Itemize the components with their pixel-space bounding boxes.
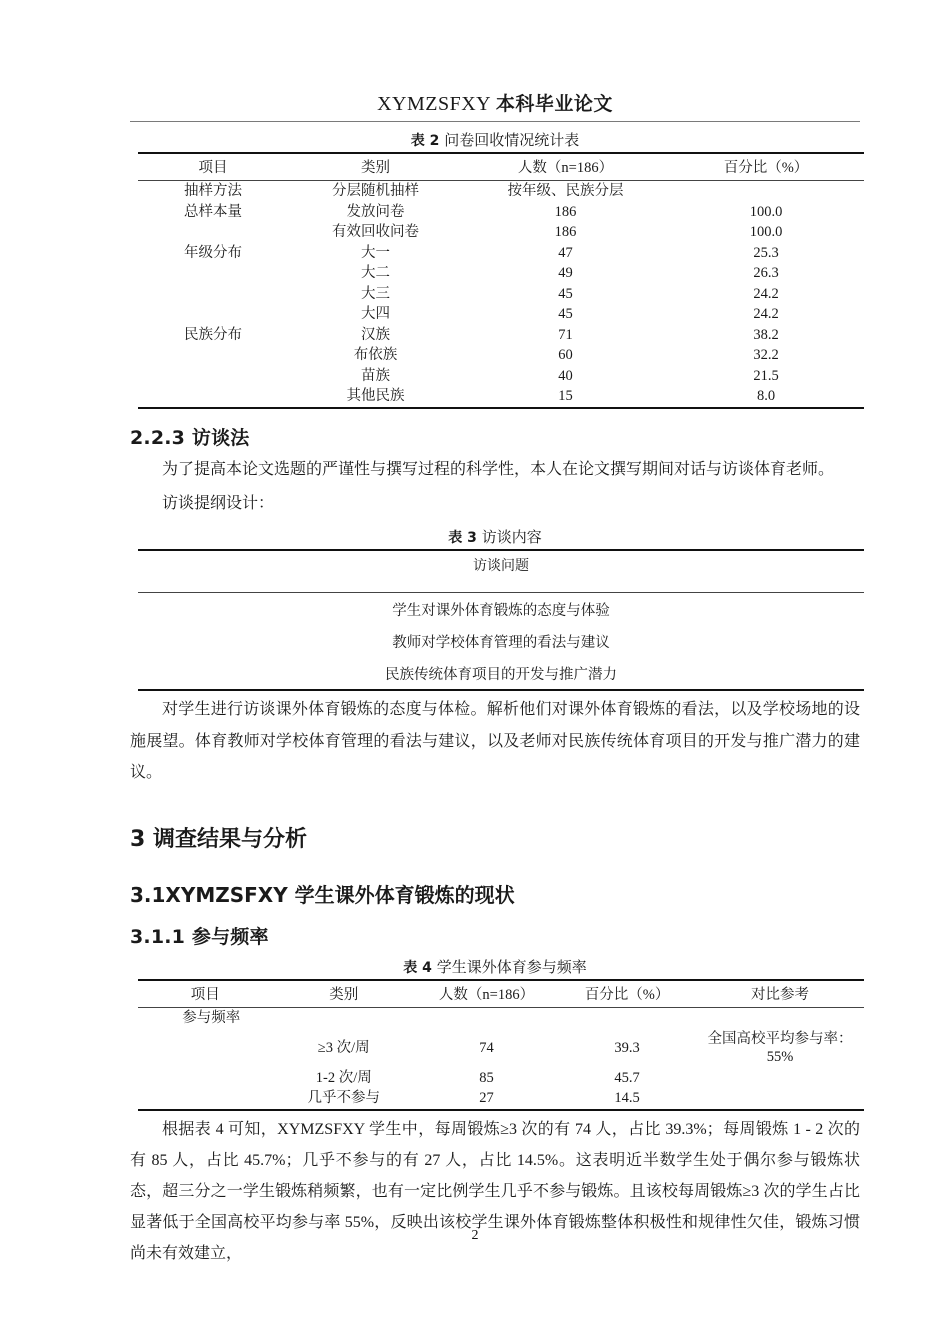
table-row	[138, 657, 864, 690]
cell-category: 大一	[361, 244, 390, 261]
cell-count: 186	[554, 224, 577, 241]
cell-count: 按年级、民族分层	[507, 183, 624, 199]
table4-header-item: 项目	[190, 986, 220, 1003]
table-row	[138, 181, 864, 202]
table-row	[138, 345, 864, 366]
cell-count: 85	[479, 1069, 494, 1086]
cell-count	[415, 1007, 558, 1028]
table2-header-category: 类别	[361, 160, 390, 176]
cell-item	[138, 284, 288, 305]
table-row	[138, 1088, 864, 1110]
cell-percent: 32.2	[753, 347, 779, 364]
cell-percent: 24.2	[753, 306, 779, 323]
table-row	[138, 243, 864, 264]
table2-header-percent: 百分比（%）	[723, 160, 809, 176]
cell-percent: 26.3	[753, 265, 779, 282]
cell-category	[273, 1007, 415, 1028]
paragraph-after-table3: 对学生进行访谈课外体育锻炼的态度与体检。解析他们对课外体育锻炼的看法，以及学校场地的设施展望。体育教师对学校体育管理的看法与建议，以及老师对民族传统体育项目的开发与推广潜力的建议。	[130, 701, 860, 781]
cell-category: 大四	[361, 306, 390, 323]
cell-count: 45	[558, 285, 573, 302]
cell-question: 民族传统体育项目的开发与推广潜力	[385, 666, 617, 683]
cell-item	[138, 222, 288, 243]
table-row	[138, 366, 864, 387]
heading-2-2-3: 2.2.3 访谈法	[130, 427, 250, 450]
table2-header-row	[138, 153, 864, 181]
cell-percent: 100.0	[749, 224, 783, 241]
table-row	[138, 386, 864, 408]
table3-caption-number: 表 3	[448, 530, 482, 547]
table2-body	[138, 181, 864, 409]
cell-reference: 全国高校平均参与率：55%	[707, 1030, 853, 1066]
cell-count: 60	[558, 347, 573, 364]
cell-count: 74	[479, 1039, 494, 1056]
table3-header-row	[138, 550, 864, 593]
table2-caption	[130, 129, 860, 150]
paragraph-223-1: 为了提高本论文选题的严谨性与撰写过程的科学性，本人在论文撰写期间对话与访谈体育老师。	[162, 461, 835, 479]
heading-3: 3 调查结果与分析	[130, 826, 307, 852]
cell-item	[138, 1088, 273, 1110]
heading-3-1-1: 3.1.1 参与频率	[130, 925, 269, 948]
cell-percent	[668, 181, 864, 202]
cell-category: 其他民族	[346, 388, 405, 405]
table4-caption-text: 学生课外体育参与频率	[436, 959, 587, 976]
cell-percent: 39.3	[614, 1039, 640, 1056]
cell-percent: 21.5	[753, 367, 779, 384]
table-row	[138, 1007, 864, 1028]
cell-category: 苗族	[361, 367, 390, 384]
table2-caption-number: 表 2	[410, 133, 445, 149]
cell-question: 学生对课外体育锻炼的态度与体验	[392, 602, 610, 619]
cell-item	[138, 1029, 273, 1068]
table2-header-item: 项目	[198, 160, 228, 176]
table3	[138, 549, 864, 691]
table4-header-category: 类别	[329, 986, 359, 1003]
table3-header-question: 访谈问题	[473, 559, 529, 575]
cell-category: 布依族	[353, 347, 398, 364]
table-row	[138, 284, 864, 305]
cell-item	[138, 366, 288, 387]
cell-category: ≥3 次/周	[317, 1039, 370, 1056]
running-header-cjk: 本科毕业论文	[495, 93, 613, 115]
cell-percent: 45.7	[614, 1069, 640, 1086]
table-row	[138, 1068, 864, 1089]
cell-percent: 38.2	[753, 326, 779, 343]
cell-percent	[558, 1007, 696, 1028]
running-header	[130, 0, 860, 116]
cell-category: 发放问卷	[346, 203, 405, 220]
table2	[138, 152, 864, 409]
table4-header-percent: 百分比（%）	[584, 986, 670, 1003]
cell-item: 参与频率	[182, 1009, 241, 1026]
cell-category: 几乎不参与	[307, 1090, 380, 1107]
table4-head	[138, 980, 864, 1008]
cell-category: 大三	[361, 285, 390, 302]
paragraph-after-table4: 根据表 4 可知，XYMZSFXY 学生中，每周锻炼≥3 次的有 74 人，占比 39.3%；每周锻炼 1 - 2 次的有 85 人，占比 45.7%；几乎不参与的有 27 人，占比 14.5%。这表明近半数学生处于偶尔参与锻炼状态，超三分之一学生锻炼稍频繁，也有一定比例学生几乎不参与锻炼。且该校每周锻炼≥3 次的学生占比显著低于全国高校平均参与率 55%，反映出该校学生课外体育锻炼整体积极性和规律性欠佳，锻炼习惯尚未有效建立，	[130, 1120, 860, 1263]
table4-header-reference: 对比参考	[751, 986, 810, 1003]
table-row	[138, 263, 864, 284]
table-row	[138, 325, 864, 346]
cell-item: 年级分布	[184, 244, 242, 261]
cell-item	[138, 1068, 273, 1089]
cell-item	[138, 386, 288, 408]
cell-count: 15	[558, 388, 573, 405]
cell-count: 40	[558, 367, 573, 384]
cell-percent: 8.0	[756, 388, 776, 405]
table2-header-count: 人数（n=186）	[517, 160, 614, 176]
table4-caption	[130, 956, 860, 977]
table3-caption	[130, 526, 860, 547]
table-row	[138, 625, 864, 657]
table3-caption-text: 访谈内容	[481, 530, 542, 547]
page-number: 2	[471, 1228, 479, 1243]
table4	[138, 979, 864, 1111]
cell-category: 有效回收问卷	[332, 224, 419, 241]
table-row	[138, 202, 864, 223]
cell-item: 总样本量	[184, 203, 242, 220]
cell-count: 27	[479, 1090, 494, 1107]
table3-body	[138, 593, 864, 691]
running-header-rule	[130, 121, 860, 122]
cell-item	[138, 345, 288, 366]
cell-count: 49	[558, 265, 573, 282]
cell-category: 大二	[361, 265, 390, 282]
table4-header-row	[138, 980, 864, 1008]
cell-item	[138, 263, 288, 284]
running-header-latin: XYMZSFXY	[377, 93, 496, 115]
table-row	[138, 222, 864, 243]
cell-reference	[696, 1007, 864, 1028]
table-row	[138, 1029, 864, 1068]
table2-caption-text: 问卷回收情况统计表	[444, 133, 580, 149]
cell-count: 45	[558, 306, 573, 323]
table-row	[138, 593, 864, 626]
cell-category: 汉族	[361, 326, 390, 343]
cell-percent: 25.3	[753, 244, 779, 261]
cell-category: 1-2 次/周	[315, 1069, 372, 1086]
cell-percent: 24.2	[753, 285, 779, 302]
paragraph-223-2: 访谈提纲设计：	[162, 495, 275, 513]
cell-reference	[696, 1088, 864, 1110]
table4-caption-number: 表 4	[403, 959, 437, 976]
heading-3-1: 3.1XYMZSFXY 学生课外体育锻炼的现状	[130, 882, 515, 907]
cell-count: 186	[554, 203, 577, 220]
page-content	[130, 0, 860, 1273]
table4-body	[138, 1007, 864, 1109]
table4-header-count: 人数（n=186）	[438, 986, 535, 1003]
table-row	[138, 304, 864, 325]
cell-category: 分层随机抽样	[332, 183, 419, 199]
cell-item	[138, 304, 288, 325]
cell-item: 民族分布	[184, 326, 242, 343]
cell-percent: 14.5	[614, 1090, 640, 1107]
cell-percent: 100.0	[749, 203, 783, 220]
cell-count: 71	[558, 326, 573, 343]
table2-head	[138, 153, 864, 181]
cell-item: 抽样方法	[184, 183, 242, 199]
cell-count: 47	[558, 244, 573, 261]
cell-question: 教师对学校体育管理的看法与建议	[392, 634, 610, 651]
cell-reference	[696, 1068, 864, 1089]
